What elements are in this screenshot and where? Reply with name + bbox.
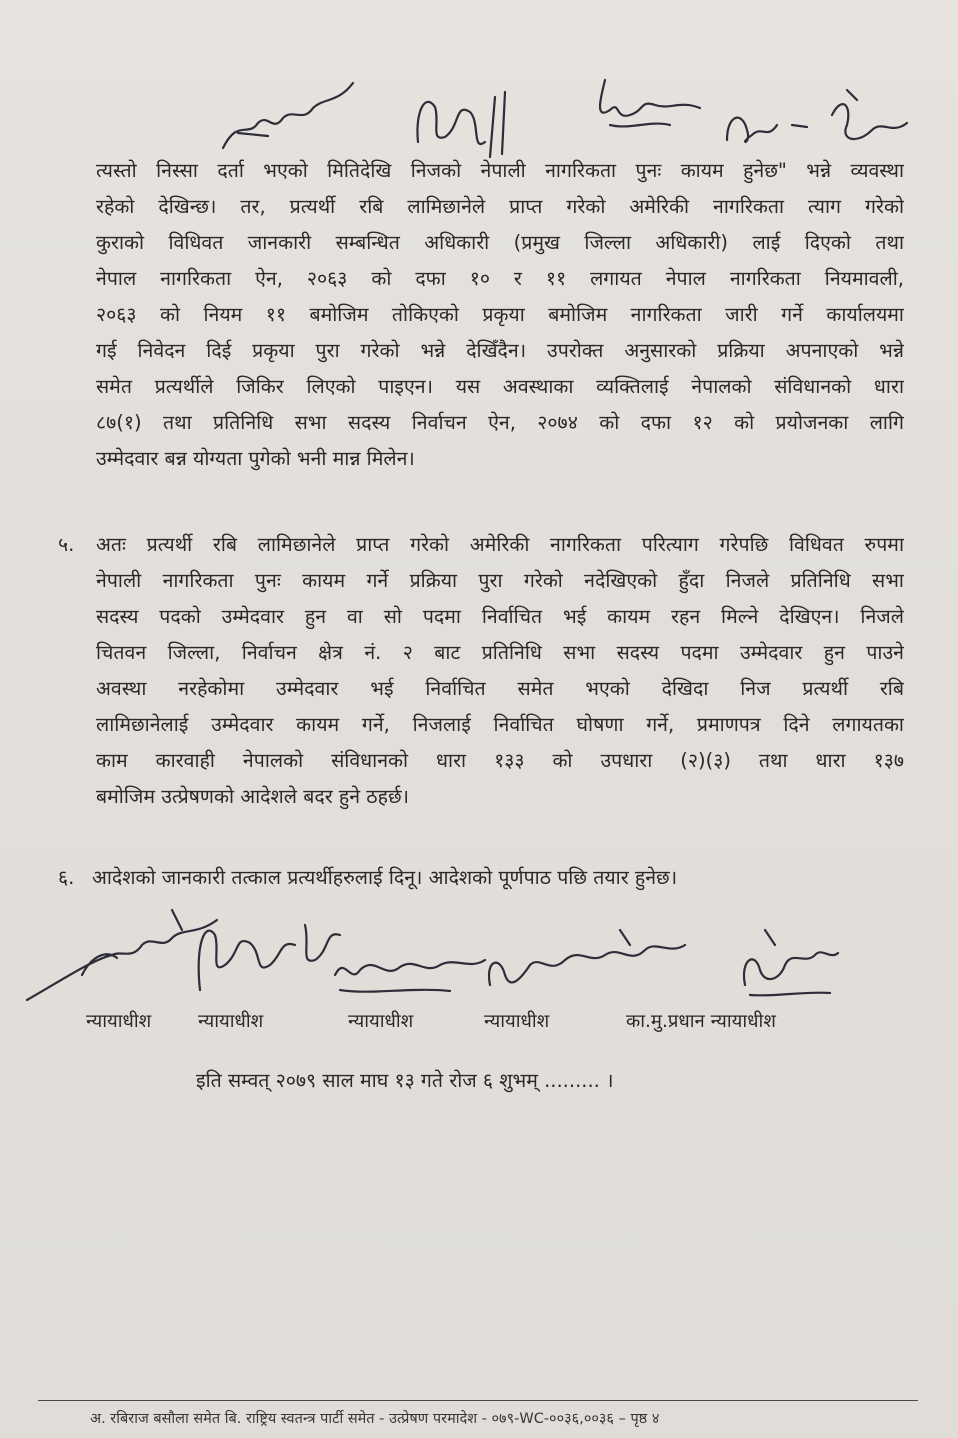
text-line: सदस्य पदको उम्मेदवार हुन वा सो पदमा निर्वाचित भई कायम रहन मिल्ने देखिएन। निजले	[96, 605, 904, 628]
judge-signature-3	[330, 945, 490, 1009]
text-line: चितवन जिल्ला, निर्वाचन क्षेत्र नं. २ बाट प्रतिनिधि सभा सदस्य पदमा उम्मेदवार हुन पाउने	[96, 641, 904, 664]
judge-title: न्यायाधीश	[484, 1011, 550, 1032]
text-line: समेत प्रत्यर्थीले जिकिर लिएको पाइएन। यस अवस्थाका व्यक्तिलाई नेपालको संविधानको धारा	[96, 375, 904, 398]
paragraph-4-continued	[96, 153, 904, 477]
page-footer: अ. रबिराज बसौला समेत बि. राष्ट्रिय स्वतन्त्र पार्टी समेत - उत्प्रेषण परमादेश - ०७९-WC-००३६,००३६ – पृष्ठ ४	[90, 1411, 660, 1427]
top-signature-1	[218, 78, 358, 162]
paragraph-6-number: ६.	[58, 866, 75, 889]
text-line: आदेशको जानकारी तत्काल प्रत्यर्थीहरुलाई दिनू। आदेशको पूर्णपाठ पछि तयार हुनेछ।	[92, 866, 678, 889]
top-signature-3	[590, 70, 710, 144]
text-line: लामिछानेलाई उम्मेदवार कायम गर्ने, निजलाई निर्वाचित घोषणा गर्ने, प्रमाणपत्र दिने लगायतका	[96, 713, 904, 736]
text-line: बमोजिम उत्प्रेषणको आदेशले बदर हुने ठहर्छ।	[96, 785, 410, 808]
judge-title: न्यायाधीश	[86, 1011, 152, 1032]
text-line: रहेको देखिन्छ। तर, प्रत्यर्थी रबि लामिछानेले प्राप्त गरेको अमेरिकी नागरिकता त्याग गरेको	[96, 195, 904, 218]
text-line: कुराको विधिवत जानकारी सम्बन्धित अधिकारी (प्रमुख जिल्ला अधिकारी) लाई दिएको तथा	[96, 231, 904, 254]
judge-title: का.मु.प्रधान न्यायाधीश	[626, 1011, 776, 1032]
text-line: नेपाली नागरिकता पुनः कायम गर्ने प्रक्रिया पुरा गरेको नदेखिएको हुँदा निजले प्रतिनिधि सभा	[96, 569, 904, 592]
text-line: त्यस्तो निस्सा दर्ता भएको मितिदेखि निजको नेपाली नागरिकता पुनः कायम हुनेछ" भन्ने व्यवस्था	[96, 159, 904, 182]
text-line: अतः प्रत्यर्थी रबि लामिछानेले प्राप्त गरेको अमेरिकी नागरिकता परित्याग गरेपछि विधिवत रुपमा	[96, 533, 904, 556]
text-line: अवस्था नरहेकोमा उम्मेदवार भई निर्वाचित समेत भएको देखिदा निज प्रत्यर्थी रबि	[96, 677, 904, 700]
text-line: २०६३ को नियम ११ बमोजिम तोकिएको प्रकृया बमोजिम नागरिकता जारी गर्ने कार्यालयमा	[96, 303, 904, 326]
date-line: इति सम्वत् २०७९ साल माघ १३ गते रोज ६ शुभम् ......... ।	[196, 1069, 614, 1092]
paragraph-5	[96, 527, 904, 815]
text-line: गई निवेदन दिई प्रकृया पुरा गरेको भन्ने देखिँदैन। उपरोक्त अनुसारको प्रक्रिया अपनाएको भन्ने	[96, 339, 904, 362]
text-line: काम कारवाही नेपालको संविधानको धारा १३३ को उपधारा (२)(३) तथा धारा १३७	[96, 749, 904, 772]
judge-signature-5	[730, 925, 840, 1009]
judge-title: न्यायाधीश	[348, 1011, 414, 1032]
paragraph-5-number: ५.	[58, 533, 75, 556]
paragraph-6	[92, 860, 900, 896]
text-line: ८७(१) तथा प्रतिनिधि सभा सदस्य निर्वाचन ऐन, २०७४ को दफा १२ को प्रयोजनका लागि	[96, 411, 904, 434]
text-line: उम्मेदवार बन्न योग्यता पुगेको भनी मान्न मिलेन।	[96, 447, 415, 470]
footer-divider	[38, 1400, 918, 1401]
text-line: नेपाल नागरिकता ऐन, २०६३ को दफा १० र ११ लगायत नेपाल नागरिकता नियमावली,	[96, 267, 904, 290]
judge-signature-2	[190, 905, 350, 1004]
judge-title: न्यायाधीश	[198, 1011, 264, 1032]
judge-signature-4	[480, 925, 690, 1009]
